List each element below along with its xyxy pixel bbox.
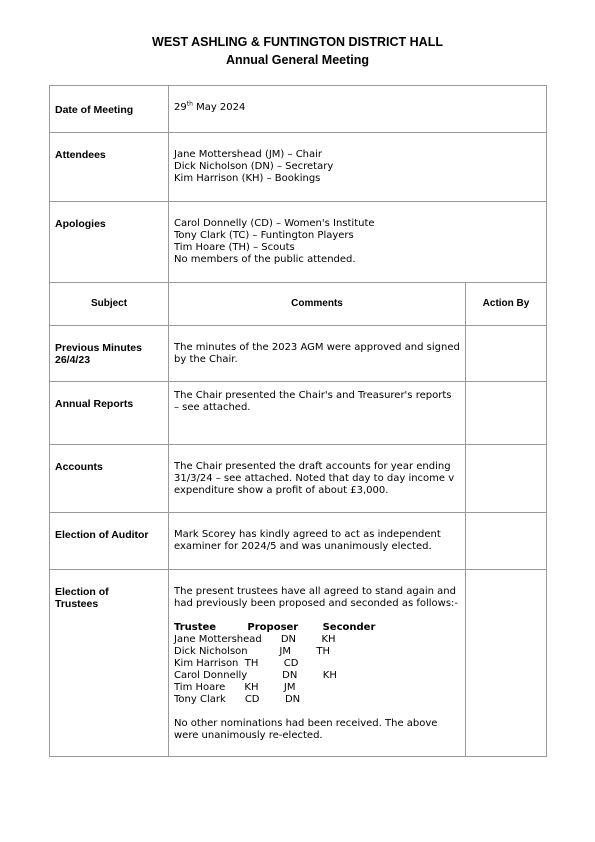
trustees-comments-cell (169, 570, 466, 757)
subject-text: 26/4/23 (55, 354, 91, 366)
comment-text: The Chair presented the draft accounts for year ending (174, 461, 451, 472)
comment-text: The minutes of the 2023 AGM were approved and signed (174, 342, 460, 353)
date-label-cell (50, 86, 169, 133)
apologies-label-cell (50, 202, 169, 283)
attendee-item: Jane Mottershead (JM) – Chair (174, 149, 323, 160)
document-title: WEST ASHLING & FUNTINGTON DISTRICT HALL (152, 35, 443, 49)
comment-text: were unanimously re-elected. (174, 730, 323, 741)
subject-cell (50, 445, 169, 513)
apologies-label: Apologies (55, 218, 106, 230)
subject-cell (50, 326, 169, 382)
comment-text: had previously been proposed and seconded as follows:- (174, 598, 459, 609)
comments-cell (169, 513, 466, 570)
apologies-list (169, 202, 547, 283)
action-by-header: Action By (466, 283, 547, 326)
subject-header: Subject (50, 283, 169, 326)
trustee-row: Jane Mottershead DN KH (174, 634, 336, 645)
attendees-list (169, 133, 547, 202)
subject-text: Accounts (55, 461, 103, 473)
trustee-row: Tony Clark CD DN (174, 694, 301, 705)
trustee-row: Kim Harrison TH CD (174, 658, 299, 669)
subject-text: Trustees (55, 598, 99, 610)
subject-cell (50, 570, 169, 757)
attendees-label-cell (50, 133, 169, 202)
action-by-cell (466, 513, 547, 570)
agenda-row (50, 445, 547, 513)
comment-text: 31/3/24 – see attached. Noted that day to day income v (174, 473, 455, 484)
apology-item: No members of the public attended. (174, 254, 356, 265)
trustee-row: Tim Hoare KH JM (174, 682, 296, 693)
comment-text: No other nominations had been received. The above (174, 718, 438, 729)
agenda-row (50, 513, 547, 570)
apology-item: Carol Donnelly (CD) – Women's Institute (174, 218, 375, 229)
comments-cell (169, 326, 466, 382)
comment-text: The Chair presented the Chair's and Treasurer's reports (174, 390, 452, 401)
subject-cell (50, 382, 169, 445)
apology-item: Tim Hoare (TH) – Scouts (174, 242, 295, 253)
date-label: Date of Meeting (55, 104, 134, 116)
comment-text: The present trustees have all agreed to stand again and (174, 586, 456, 597)
column-header-row (50, 283, 547, 326)
minutes-table (49, 85, 547, 757)
apology-item: Tony Clark (TC) – Funtington Players (174, 230, 354, 241)
action-by-cell (466, 570, 547, 757)
trustee-table-header: Trustee Proposer Seconder (174, 622, 376, 633)
action-by-cell (466, 445, 547, 513)
attendee-item: Dick Nicholson (DN) – Secretary (174, 161, 334, 172)
date-rest: May 2024 (192, 102, 246, 113)
action-by-cell (466, 382, 547, 445)
subject-cell (50, 513, 169, 570)
comment-text: expenditure show a profit of about £3,000. (174, 485, 389, 496)
trustees-row (50, 570, 547, 757)
comments-cell (169, 382, 466, 445)
subject-text: Election of Auditor (55, 529, 149, 541)
attendees-row (50, 133, 547, 202)
date-row (50, 86, 547, 133)
attendee-item: Kim Harrison (KH) – Bookings (174, 173, 321, 184)
trustee-row: Carol Donnelly DN KH (174, 670, 337, 681)
subject-text: Election of (55, 586, 109, 598)
action-by-cell (466, 326, 547, 382)
agenda-row (50, 326, 547, 382)
comment-text: – see attached. (174, 402, 251, 413)
subject-text: Annual Reports (55, 398, 134, 410)
date-day: 29 (174, 102, 187, 113)
date-suffix: th (186, 100, 193, 108)
comment-text: Mark Scorey has kindly agreed to act as independent (174, 529, 441, 540)
comment-text: by the Chair. (174, 354, 238, 365)
comments-cell (169, 445, 466, 513)
apologies-row (50, 202, 547, 283)
date-value-cell (169, 86, 547, 133)
document-subtitle: Annual General Meeting (225, 53, 370, 67)
attendees-label: Attendees (55, 149, 106, 161)
agenda-row (50, 382, 547, 445)
trustee-row: Dick Nicholson JM TH (174, 646, 331, 657)
comment-text: examiner for 2024/5 and was unanimously elected. (174, 541, 432, 552)
subject-text: Previous Minutes (55, 342, 142, 354)
comments-header: Comments (169, 283, 466, 326)
